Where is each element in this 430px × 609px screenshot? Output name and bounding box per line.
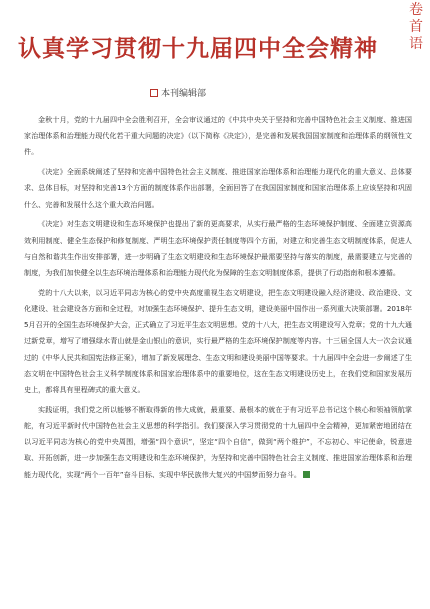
paragraph <box>24 285 412 398</box>
paragraph: 《决定》全面系统阐述了坚持和完善中国特色社会主义制度、推进国家治理体系和治理能力现代化的重大意义、总体要求、总体目标，对坚持和完善13个方面的制度体系作出部署，全面回答了在我国国家制度和国家治理体系上应该坚持和巩固什么、完善和发展什么这个重大政治问题。 <box>24 167 412 209</box>
section-tab-char: 卷 <box>409 2 423 18</box>
square-icon <box>150 89 158 97</box>
paragraph-text: 实践证明，我们党之所以能够不断取得新的伟大成就，最重要、最根本的就在于有习近平总书记这个核心和领袖领航掌舵，有习近平新时代中国特色社会主义思想的科学指引。我们要深入学习贯彻党的十九届四中全会精神，更加紧密地团结在以习近平同志为核心的党中央周围，增强“四个意识”，坚定“四个自信”，做到“两个维护”，不忘初心、牢记使命，锐意进取、开拓创新，进一步加强生态文明建设和生态环境保护，为坚持和完善中国特色社会主义制度、推进国家治理体系和治理能力现代化，实现“两个一百年”奋斗目标、实现中华民族伟大复兴的中国梦而努力奋斗。 <box>24 404 412 479</box>
byline <box>150 86 206 99</box>
paragraph: 金秋十月，党的十九届四中全会胜利召开，全会审议通过的《中共中央关于坚持和完善中国特色社会主义制度、推进国家治理体系和治理能力现代化若干重大问题的决定》（以下简称《决定》），是完善和发展我国国家制度和治理体系的纲领性文件。 <box>24 115 412 157</box>
byline-author: 本刊编辑部 <box>161 89 207 99</box>
paragraph-last <box>24 402 412 483</box>
article-title: 认真学习贯彻十九届四中全会精神 <box>18 35 378 62</box>
section-tab-char: 语 <box>409 36 423 52</box>
end-mark-icon <box>303 471 310 478</box>
paragraph: 《决定》对生态文明建设和生态环境保护也提出了新的更高要求，从实行最严格的生态环境保护制度、全面建立资源高效利用制度、健全生态保护和修复制度、严明生态环境保护责任制度等四个方面，对建立和完善生态文明制度体系，促进人与自然和谐共生作出安排部署，进一步明确了生态文明建设和生态环境保护最需要坚持与落实的制度，最需要建立与完善的制度，为我们加快健全以生态环境治理体系和治理能力现代化为保障的生态文明制度体系，提供了行动指南和根本遵循。 <box>24 219 412 278</box>
article-body <box>24 112 412 486</box>
section-tab-char: 首 <box>409 19 423 35</box>
paragraph-text: 党的十八大以来，以习近平同志为核心的党中央高度重视生态文明建设，把生态文明建设融入经济建设、政治建设、文化建设、社会建设各方面和全过程，对加强生态环境保护、提升生态文明，建设美丽中国作出一系列重大决策部署。2018年5月召开的全国生态环境保护大会，正式确立了习近平生态文明思想。党的十八大，把生态文明建设写入党章；党的十九大通过新党章，增写了增强绿水青山就是金山银山的意识，实行最严格的生态环境保护制度等内容。十三届全国人大一次会议通过的《中华人民共和国宪法修正案》，增加了新发展理念、生态文明和建设美丽中国等要求。十九届四中全会进一步阐述了生态文明在中国特色社会主义科学制度体系和国家治理体系中的重要地位，这在生态文明建设历史上，在我们党和国家发展历史上，都将具有里程碑式的重大意义。 <box>24 287 412 395</box>
section-tab <box>408 2 424 53</box>
